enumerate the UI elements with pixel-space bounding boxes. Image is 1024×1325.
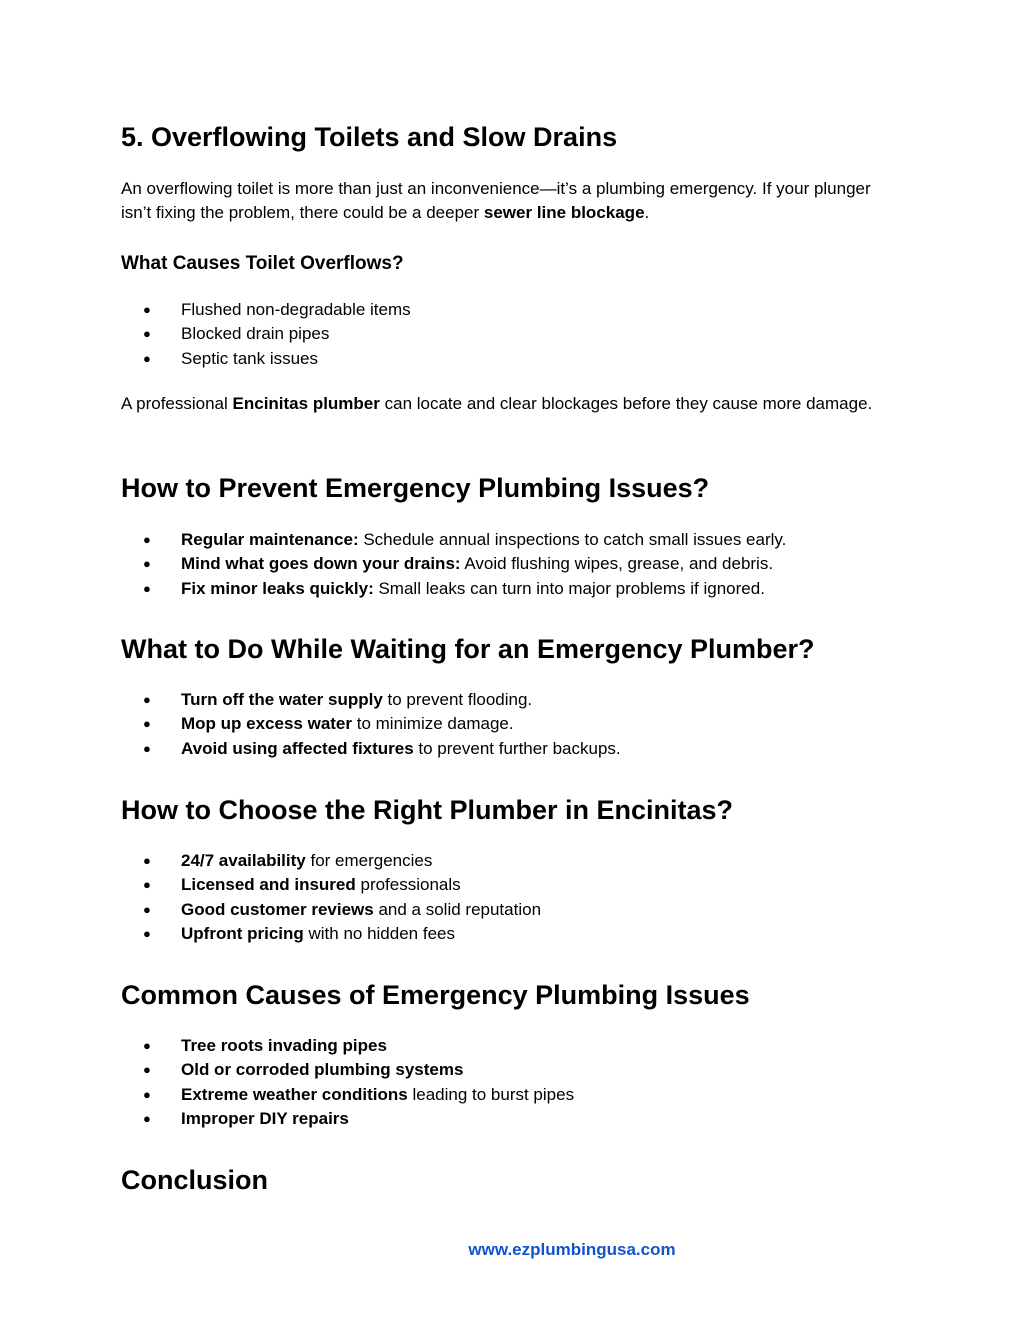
bullet-icon: ● [143, 877, 151, 893]
list-item [121, 849, 881, 873]
list-item-bold: Improper DIY repairs [181, 1108, 349, 1128]
list-item [121, 922, 881, 946]
list-item-bold: Avoid using affected fixtures [181, 738, 414, 758]
list-item-text: Small leaks can turn into major problems if ignored. [373, 578, 765, 598]
closing-bold-text: Encinitas plumber [232, 394, 380, 413]
list-item [121, 1107, 881, 1131]
bullet-icon: ● [143, 350, 151, 366]
bullet-icon: ● [143, 716, 151, 732]
list-item-bold: Extreme weather conditions [181, 1084, 408, 1104]
bullet-icon: ● [143, 532, 151, 547]
section-heading-choose: How to Choose the Right Plumber in Encinitas? [121, 795, 734, 825]
list-item-text: Avoid flushing wipes, grease, and debris. [460, 554, 774, 574]
list-item-bold: Regular maintenance: [181, 530, 359, 549]
list-item-text: Septic tank issues [181, 348, 319, 368]
list-item [121, 737, 881, 761]
choose-list [121, 849, 881, 946]
common-causes-list [121, 1034, 881, 1131]
list-item-bold: Mind what goes down your drains: [181, 554, 461, 574]
section-heading-overflowing-toilets: 5. Overflowing Toilets and Slow Drains [121, 122, 618, 152]
closing-paragraph [121, 392, 881, 416]
list-item-bold: Fix minor leaks quickly: [181, 578, 374, 598]
list-item [121, 1034, 881, 1058]
list-item [121, 322, 881, 346]
list-item [121, 1083, 881, 1107]
bullet-icon: ● [143, 740, 151, 756]
section-heading-conclusion: Conclusion [121, 1165, 268, 1195]
list-item-bold: Tree roots invading pipes [181, 1036, 387, 1055]
bullet-icon: ● [143, 580, 151, 596]
list-item-text: professionals [355, 875, 461, 895]
list-item [121, 873, 881, 897]
list-item-text: for emergencies [305, 851, 433, 870]
bullet-icon: ● [143, 853, 151, 868]
list-item-text: Schedule annual inspections to catch small issues early. [358, 530, 787, 549]
list-item-text: Flushed non-degradable items [181, 300, 411, 319]
list-item [121, 347, 881, 371]
closing-text: A professional [121, 394, 233, 413]
list-item-text: to prevent flooding. [382, 690, 533, 709]
intro-paragraph [121, 177, 881, 225]
waiting-list [121, 688, 881, 761]
list-item-bold: Old or corroded plumbing systems [181, 1060, 464, 1080]
footer-url-link[interactable]: www.ezplumbingusa.com [468, 1240, 676, 1259]
list-item [121, 528, 881, 552]
section-heading-common-causes: Common Causes of Emergency Plumbing Issues [121, 980, 750, 1010]
list-item [121, 898, 881, 922]
list-item-text: Blocked drain pipes [181, 324, 330, 344]
section-heading-prevent: How to Prevent Emergency Plumbing Issues? [121, 473, 710, 503]
bullet-icon: ● [143, 925, 151, 941]
list-item [121, 688, 881, 712]
bullet-icon: ● [143, 1086, 151, 1102]
bullet-icon: ● [143, 1062, 151, 1078]
bullet-icon: ● [143, 1110, 151, 1126]
list-item-bold: Good customer reviews [181, 899, 374, 919]
list-item-text: to minimize damage. [352, 714, 514, 734]
list-item [121, 552, 881, 576]
list-item [121, 298, 881, 322]
list-item-bold: Mop up excess water [181, 714, 353, 734]
list-item-bold: Upfront pricing [181, 923, 304, 943]
list-item [121, 1058, 881, 1082]
section-heading-waiting: What to Do While Waiting for an Emergency Plumber? [121, 634, 815, 664]
intro-end-text: . [644, 203, 650, 222]
list-item-text: with no hidden fees [303, 923, 455, 943]
list-item [121, 712, 881, 736]
bullet-icon: ● [143, 692, 151, 707]
bullet-icon: ● [143, 302, 151, 317]
intro-text: An overflowing toilet is more than just an inconvenience—it’s a plumbing emergency. If your plunger isn’t fixing the problem, there could be a deeper [121, 179, 871, 222]
bullet-icon: ● [143, 1038, 151, 1053]
bullet-icon: ● [143, 326, 151, 342]
prevent-list [121, 528, 881, 601]
list-item [121, 577, 881, 601]
bullet-icon: ● [143, 901, 151, 917]
bullet-icon: ● [143, 556, 151, 572]
intro-bold-text: sewer line blockage [483, 203, 645, 222]
subheading-toilet-overflows: What Causes Toilet Overflows? [121, 253, 404, 274]
list-item-bold: Licensed and insured [181, 875, 356, 895]
list-item-text: and a solid reputation [373, 899, 542, 919]
list-item-text: leading to burst pipes [407, 1084, 575, 1104]
list-item-bold: 24/7 availability [181, 851, 306, 870]
closing-end-text: can locate and clear blockages before they cause more damage. [379, 394, 873, 413]
list-item-bold: Turn off the water supply [181, 690, 383, 709]
toilet-overflow-causes-list [121, 298, 881, 371]
list-item-text: to prevent further backups. [413, 738, 621, 758]
